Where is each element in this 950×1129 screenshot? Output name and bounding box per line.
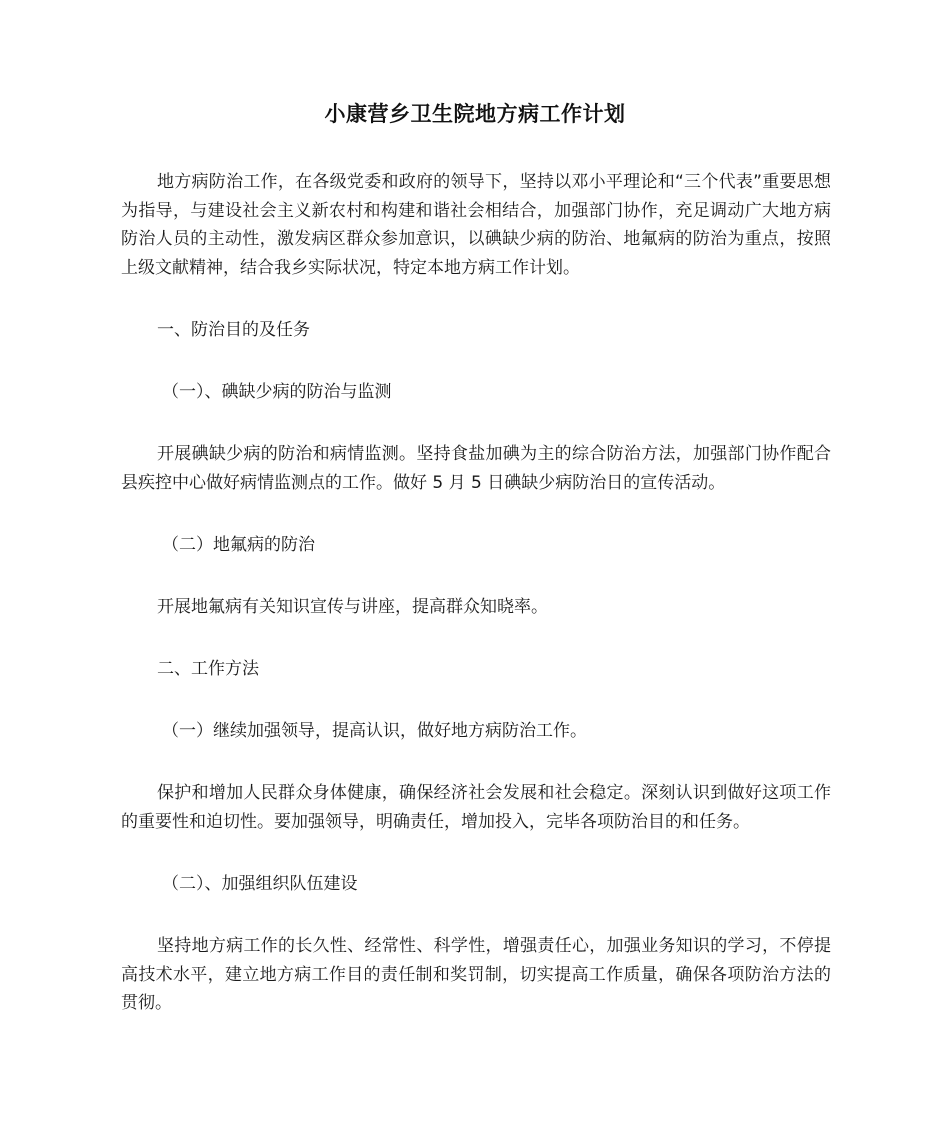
section-1-sub-1-heading: （一）、碘缺少病的防治与监测 xyxy=(162,382,392,402)
document-title: 小康营乡卫生院地方病工作计划 xyxy=(324,102,626,126)
section-1-sub-1-body: 开展碘缺少病的防治和病情监测。坚持食盐加碘为主的综合防治方法，加强部门协作配合县疾控中心做好病情监测点的工作。做好 5 月 5 日碘缺少病防治日的宣传活动。 xyxy=(121,444,831,493)
section-1-sub-2-body: 开展地氟病有关知识宣传与讲座，提高群众知晓率。 xyxy=(157,597,548,617)
section-2-sub-2-body: 坚持地方病工作的长久性、经常性、科学性，增强责任心，加强业务知识的学习，不停提高技术水平，建立地方病工作目的责任制和奖罚制，切实提高工作质量，确保各项防治方法的贯彻。 xyxy=(121,936,831,1013)
section-2-heading: 二、工作方法 xyxy=(157,659,259,679)
section-1-sub-2-heading: （二）地氟病的防治 xyxy=(162,535,315,555)
section-1-heading: 一、防治目的及任务 xyxy=(157,320,310,340)
section-2-sub-1-heading: （一）继续加强领导，提高认识，做好地方病防治工作。 xyxy=(162,721,587,741)
section-2-sub-1-body: 保护和增加人民群众身体健康，确保经济社会发展和社会稳定。深刻认识到做好这项工作的重要性和迫切性。要加强领导，明确责任，增加投入，完毕各项防治目的和任务。 xyxy=(121,783,831,832)
section-2-sub-2-heading: （二）、加强组织队伍建设 xyxy=(162,874,358,894)
intro-paragraph: 地方病防治工作，在各级党委和政府的领导下，坚持以邓小平理论和“三个代表”重要思想为指导，与建设社会主义新农村和构建和谐社会相结合，加强部门协作，充足调动广大地方病防治人员的主动性，激发病区群众参加意识，以碘缺少病的防治、地氟病的防治为重点，按照上级文献精神，结合我乡实际状况，特定本地方病工作计划。 xyxy=(121,172,831,278)
